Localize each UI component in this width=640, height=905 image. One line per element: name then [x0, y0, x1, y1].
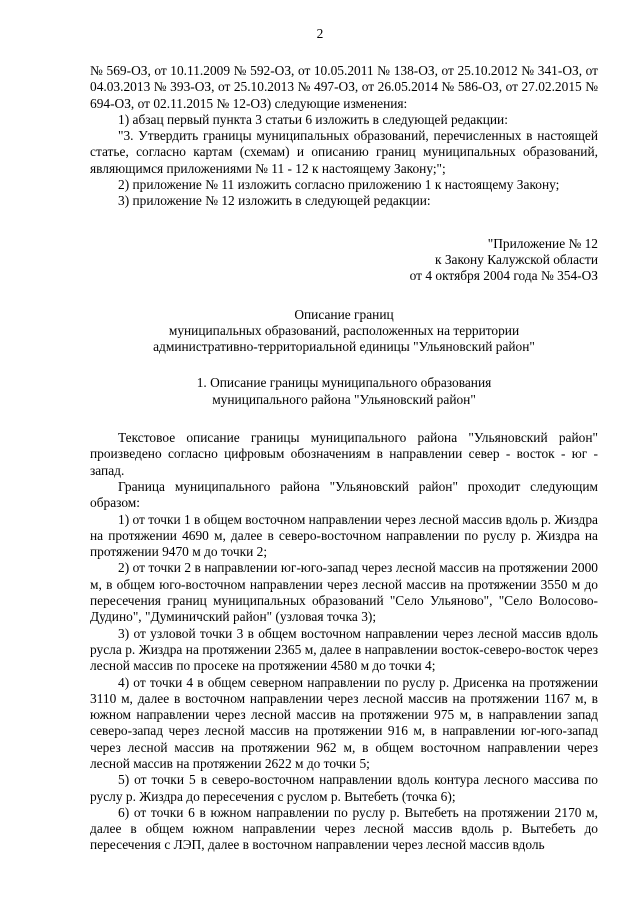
description-paragraph-1: Граница муниципального района "Ульяновский район" проходит следующим образом:	[90, 478, 598, 511]
description-paragraph-0: Текстовое описание границы муниципального района "Ульяновский район" произведено согласно цифровым обозначениям в направлении север - восток - юг - запад.	[90, 430, 598, 478]
description-block	[90, 430, 598, 854]
page-number: 2	[316, 26, 324, 41]
description-paragraph-6: 5) от точки 5 в северо-восточном направлении вдоль контура лесного массива по руслу р. Жиздра до пересечения с руслом р. Вытебеть (точка 6);	[90, 772, 598, 804]
description-paragraph-4: 3) от узловой точки 3 в общем восточном направлении через лесной массив вдоль русла р. Жиздра на протяжении 2365 м, далее в направлении восток-северо-восток через лесной массив по просеке на протяжении 4580 м до точки 4;	[90, 625, 598, 674]
title-line-3: административно-территориальной единицы "Ульяновский район"	[153, 339, 535, 355]
document-title	[90, 307, 598, 356]
appendix-line-1: "Приложение № 12	[487, 235, 598, 251]
section-heading	[90, 375, 598, 408]
intro-paragraph-3: 2) приложение № 11 изложить согласно приложению 1 к настоящему Закону;	[118, 177, 560, 193]
section-line-1: 1. Описание границы муниципального образования	[196, 375, 492, 391]
description-paragraph-5: 4) от точки 4 в общем северном направлении по руслу р. Дрисенка на протяжении 3110 м, далее в восточном направлении через лесной массив на протяжении 1167 м, в южном направлении через лесной массив на протяжении 975 м, в направлении запад северо-запад через лесной массив на протяжении 916 м, в направлении юг-юго-запад через лесной массив на протяжении 962 м, в общем восточном направлении через лесной массив на протяжении 2622 м до точки 5;	[90, 674, 598, 771]
description-paragraph-3: 2) от точки 2 в направлении юг-юго-запад через лесной массив на протяжении 2000 м, в общем юго-восточном направлении через лесной массив на протяжении 3550 м до пересечения границ муниципальных образований "Село Ульяново", "Село Волосово-Дудино", "Думиничский район" (узловая точка 3);	[90, 560, 598, 625]
intro-paragraph-2: "3. Утвердить границы муниципальных образований, перечисленных в настоящей статье, согласно картам (схемам) и описанию границ муниципальных образований, являющимся приложениями № 11 - 12 к настоящему Закону;";	[90, 128, 598, 176]
intro-paragraph-1: 1) абзац первый пункта 3 статьи 6 изложить в следующей редакции:	[118, 111, 508, 127]
title-line-2: муниципальных образований, расположенных на территории	[168, 322, 520, 338]
document-body	[90, 63, 598, 854]
intro-paragraph-4: 3) приложение № 12 изложить в следующей редакции:	[118, 193, 431, 209]
appendix-line-2: к Закону Калужской области	[434, 251, 598, 267]
appendix-block	[90, 236, 598, 285]
description-paragraph-7: 6) от точки 6 в южном направлении по руслу р. Вытебеть на протяжении 2170 м, далее в общем южном направлении через лесной массив вдоль р. Вытебеть до пересечения с ЛЭП, далее в восточном направлении через лесной массив вдоль	[90, 804, 598, 853]
appendix-line-3: от 4 октября 2004 года № 354-ОЗ	[409, 268, 598, 284]
section-line-2: муниципального района "Ульяновский район"	[212, 391, 476, 407]
description-paragraph-2: 1) от точки 1 в общем восточном направлении через лесной массив вдоль р. Жиздра на протяжении 4690 м, далее в северо-восточном направлении по руслу р. Жиздра на протяжении 9470 м до точки 2;	[90, 511, 598, 560]
intro-paragraph-0: № 569-ОЗ, от 10.11.2009 № 592-ОЗ, от 10.05.2011 № 138-ОЗ, от 25.10.2012 № 341-ОЗ, от 04.03.2013 № 393-ОЗ, от 25.10.2013 № 497-ОЗ, от 26.05.2014 № 586-ОЗ, от 27.02.2015 № 694-ОЗ, от 02.11.2015 № 12-ОЗ) следующие изменения:	[90, 63, 598, 111]
title-line-1: Описание границ	[294, 306, 394, 322]
